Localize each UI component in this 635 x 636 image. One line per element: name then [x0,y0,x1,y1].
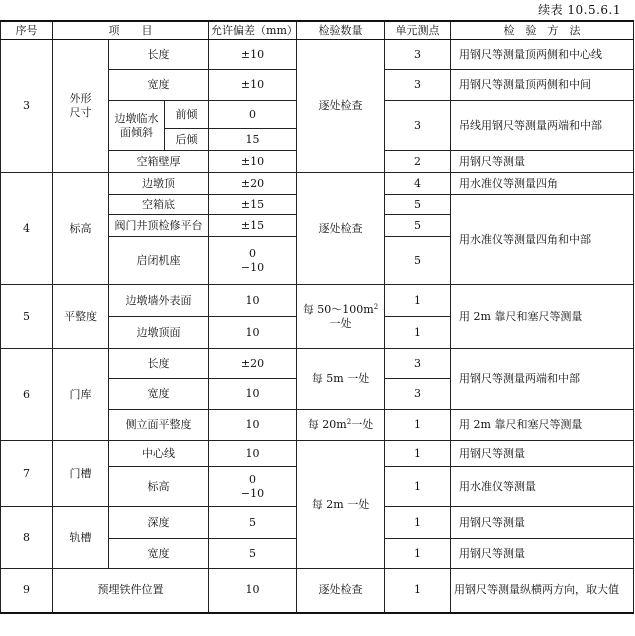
points-cell: 3 [385,101,451,151]
points-cell: 3 [385,70,451,101]
seq-cell: 3 [1,40,53,173]
item-cell: 空箱底 [109,195,209,215]
points-cell: 2 [385,151,451,173]
points-cell: 5 [385,195,451,215]
method-cell: 用 2m 靠尺和塞尺等测量 [451,410,634,441]
tolerance-cell: 5 [209,507,297,539]
seq-cell: 9 [1,569,53,613]
points-cell: 3 [385,40,451,70]
points-cell: 1 [385,317,451,349]
points-cell: 1 [385,507,451,539]
tolerance-cell: ±10 [209,151,297,173]
category-cell: 轨槽 [53,507,109,569]
item-cell: 宽度 [109,379,209,410]
table-caption: 续表 10.5.6.1 [538,3,621,17]
header-seq: 序号 [1,21,53,40]
method-cell: 用钢尺等测量纵横两方向，取大值 [451,569,634,613]
item-cell: 长度 [109,40,209,70]
tolerance-cell: 15 [209,129,297,151]
seq-cell: 8 [1,507,53,569]
superscript: 2 [346,418,352,426]
category-cell: 标高 [53,173,109,285]
tolerance-cell: ±15 [209,195,297,215]
points-cell: 1 [385,467,451,507]
header-method: 检 验 方 法 [451,21,634,40]
tolerance-cell: 10 [209,410,297,441]
method-cell: 用水准仪等测量四角和中部 [451,195,634,285]
table-row [1,173,634,195]
tolerance-cell: 0 −10 [209,467,297,507]
points-cell: 4 [385,173,451,195]
category-cell: 平整度 [53,285,109,349]
item-cell: 侧立面平整度 [109,410,209,441]
seq-cell: 6 [1,349,53,441]
tolerance-cell: ±10 [209,70,297,101]
quantity-cell: 逐处检查 [297,40,385,173]
quantity-text: 每 20m [307,418,347,431]
header-tolerance: 允许偏差（mm） [209,21,297,40]
item-cell: 空箱壁厚 [109,151,209,173]
item-cell: 边墩墙外表面 [109,285,209,317]
item-cell: 预埋铁件位置 [53,569,209,613]
table-row [1,441,634,467]
tolerance-cell: 10 [209,285,297,317]
quantity-cell [297,285,385,349]
category-cell: 门槽 [53,441,109,507]
item-cell: 长度 [109,349,209,379]
method-cell: 用钢尺等测量 [451,539,634,569]
points-cell: 3 [385,349,451,379]
method-cell: 用 2m 靠尺和塞尺等测量 [451,285,634,349]
item-cell: 宽度 [109,70,209,101]
points-cell: 1 [385,285,451,317]
seq-cell: 4 [1,173,53,285]
tolerance-cell: 10 [209,441,297,467]
table-row [1,569,634,613]
item-cell: 边墩顶面 [109,317,209,349]
method-cell: 用水准仪等测量 [451,467,634,507]
tolerance-cell: 10 [209,317,297,349]
method-cell: 用钢尺等测量顶两侧和中间 [451,70,634,101]
item-cell: 标高 [109,467,209,507]
item-cell: 阀门井顶检修平台 [109,215,209,237]
header-quantity: 检验数量 [297,21,385,40]
table-row [1,285,634,317]
header-points: 单元测点 [385,21,451,40]
tolerance-cell: ±10 [209,40,297,70]
points-cell: 3 [385,379,451,410]
points-cell: 1 [385,441,451,467]
superscript: 2 [373,302,379,311]
points-cell: 5 [385,215,451,237]
quantity-cell: 逐处检查 [297,569,385,613]
method-cell: 用钢尺等测量 [451,441,634,467]
table-row [1,40,634,70]
points-cell: 1 [385,410,451,441]
category-cell: 外形 尺寸 [53,40,109,173]
tolerance-cell: 5 [209,539,297,569]
item-cell: 启闭机座 [109,237,209,285]
tolerance-cell: 10 [209,569,297,613]
quantity-text: 每 50～100m [302,302,374,316]
quantity-cell [297,410,385,441]
item-sub-cell: 后倾 [165,129,209,151]
method-cell: 用钢尺等测量 [451,507,634,539]
quantity-cell: 逐处检查 [297,173,385,285]
points-cell: 1 [385,569,451,613]
tolerance-cell: 0 −10 [209,237,297,285]
method-cell: 用钢尺等测量两端和中部 [451,349,634,410]
method-cell: 用钢尺等测量 [451,151,634,173]
quantity-text: 一处 [329,316,352,330]
tolerance-cell: 10 [209,379,297,410]
item-cell: 深度 [109,507,209,539]
item-cell: 宽度 [109,539,209,569]
method-cell: 用钢尺等测量顶两侧和中心线 [451,40,634,70]
tolerance-cell: ±20 [209,349,297,379]
item-sub-cell: 前倾 [165,101,209,129]
method-cell: 吊线用钢尺等测量两端和中部 [451,101,634,151]
quantity-text: 一处 [351,418,374,431]
method-cell: 用水准仪等测量四角 [451,173,634,195]
tolerance-cell: ±20 [209,173,297,195]
tolerance-cell: 0 [209,101,297,129]
header-item: 项 目 [53,21,209,40]
tolerance-cell: ±15 [209,215,297,237]
points-cell: 5 [385,237,451,285]
seq-cell: 7 [1,441,53,507]
item-cell: 边墩顶 [109,173,209,195]
seq-cell: 5 [1,285,53,349]
header-row [1,21,634,40]
inspection-table [0,20,634,614]
category-cell: 门库 [53,349,109,441]
item-cell: 边墩临水 面倾斜 [109,101,165,151]
table-row [1,349,634,379]
quantity-cell: 每 5m 一处 [297,349,385,410]
item-cell: 中心线 [109,441,209,467]
quantity-cell: 每 2m 一处 [297,441,385,569]
points-cell: 1 [385,539,451,569]
